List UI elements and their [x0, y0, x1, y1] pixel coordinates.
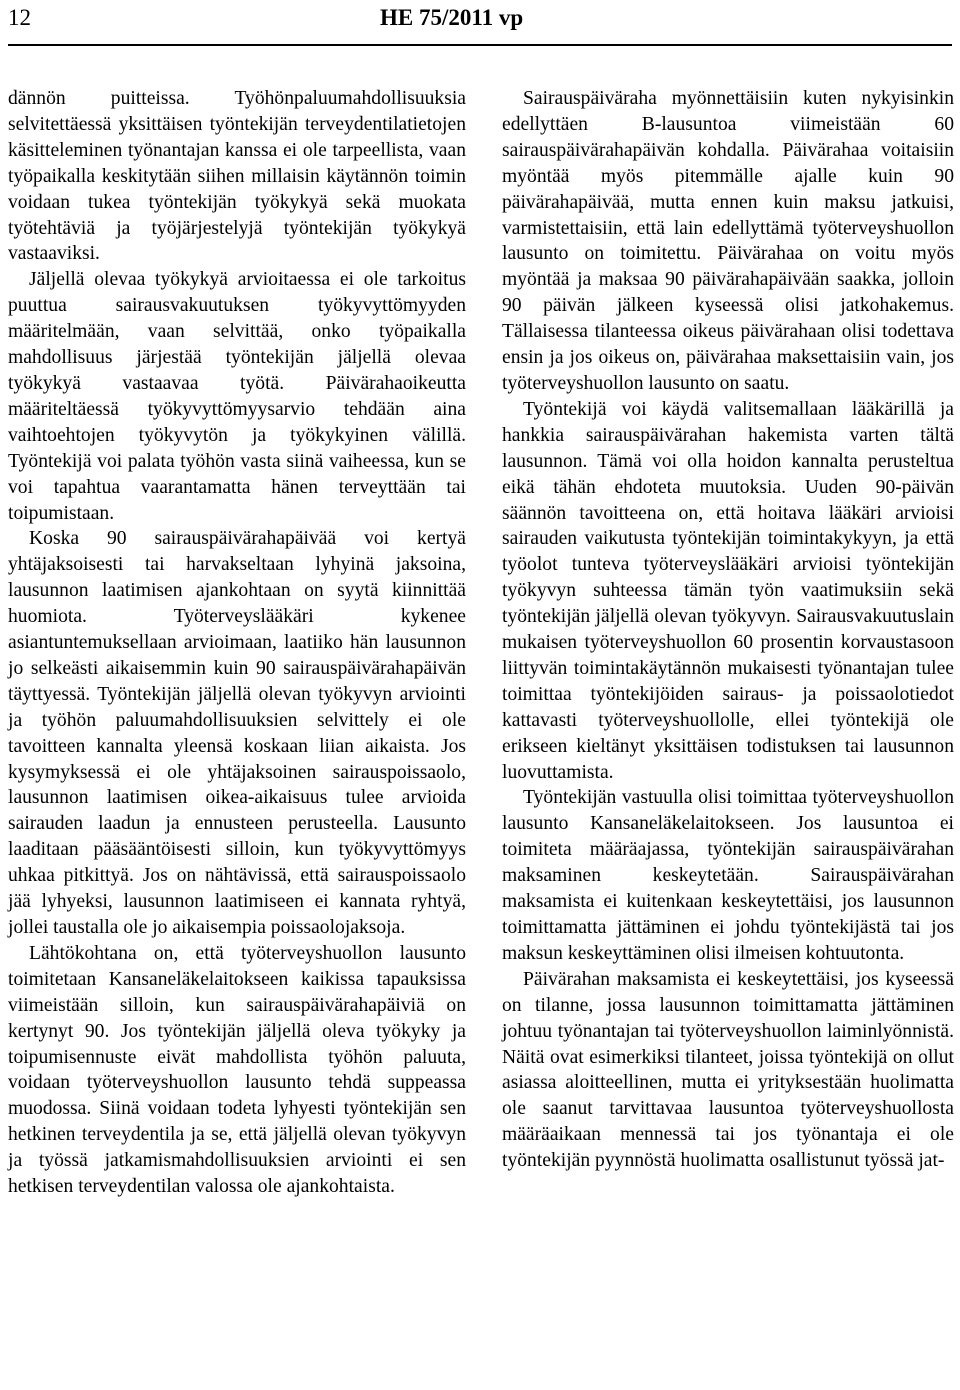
left-column — [8, 86, 466, 1200]
paragraph: dännön puitteissa. Työhönpaluumahdollisuuksia selvitettäessä yksittäisen työntekijän terveydentilatietojen käsitteleminen työnantajan kanssa ei ole tarpeellista, vaan työpaikalla keskitytään siihen millaisin käytännön toimin voidaan tukea työntekijän työkykyä sekä muokata työtehtäviä ja työjärjestelyjä työntekijän työkykyä vastaaviksi. — [8, 88, 466, 265]
paragraph: Jäljellä olevaa työkykyä arvioitaessa ei ole tarkoitus puuttua sairausvakuutuksen työkyvyttömyyden määritelmään, vaan selvittää, onko työpaikalla mahdollisuus järjestää työntekijän jäljellä olevaa työkykyä vastaavaa työtä. Päivärahaoikeutta määriteltäessä työkyvyttömyysarvio tehdään aina vaihtoehtojen työkyvytön ja työkykyinen välillä. Työntekijä voi palata työhön vasta siinä vaiheessa, kun se voi tapahtua vaarantamatta hänen terveyttään tai toipumistaan. — [8, 269, 466, 524]
paragraph: Työntekijä voi käydä valitsemallaan lääkärillä ja hankkia sairauspäivärahan hakemista varten tältä lausunnon. Tämä voi olla hoidon kannalta perusteltua eikä tähän ehdoteta muutoksia. Uuden 90-päivän säännön tavoitteena on, että hoitava lääkäri arvioisi sairauden vaikutusta työntekijän toimintakykyyn, ja että työolot tunteva työterveyslääkäri arvioisi työntekijän työkyvyn suhteessa tämän työn vaatimuksiin sekä työntekijän jäljellä olevan työkyvyn. Sairausvakuutuslain mukaisen työterveyshuollon 60 prosentin korvaustasoon liittyvän toimintakäytännön mukaisesti työnantajan tulee toimittaa työntekijöiden sairaus- ja poissaolotiedot kattavasti työterveyshuollolle, ellei työntekijä ole erikseen kieltänyt yksittäisen todistuksen tai lausunnon luovuttamista. — [502, 398, 954, 783]
header-rule — [8, 44, 952, 46]
paragraph: Lähtökohtana on, että työterveyshuollon lausunto toimitetaan Kansaneläkelaitokseen kaikissa tapauksissa viimeistään silloin, kun sairauspäivärahapäiviä on kertynyt 90. Jos työntekijän jäljellä oleva työkyky ja toipumisennuste eivät mahdollista työhön paluuta, voidaan työterveyshuollon lausunto tehdä suppeassa muodossa. Siinä voidaan todeta lyhyesti työntekijän sen hetkinen terveydentila ja se, että jäljellä olevan työkyvyn ja työssä jatkamismahdollisuuksien arviointi ei sen hetkisen terveydentilan valossa ole ajankohtaista. — [8, 942, 466, 1198]
page-number: 12 — [8, 5, 31, 30]
page-header — [0, 0, 960, 48]
right-column — [502, 86, 954, 1174]
paragraph: Koska 90 sairauspäivärahapäivää voi kertyä yhtäjaksoisesti tai harvakseltaan lyhyinä jaksoina, lausunnon laatimisen ajankohtaan on syytä kiinnittää huomiota. Työterveyslääkäri kykenee asiantuntemuksellaan arvioimaan, laatiiko hän lausunnon jo selkeästi aikaisemmin kuin 90 sairauspäivärahapäivän täyttyessä. Työntekijän jäljellä olevan työkyvyn arviointi ja työhön paluumahdollisuuksien selvittely ei ole tavoitteen kannalta yleensä koskaan liian aikaista. Jos kysymyksessä ei ole yhtäjaksoinen sairauspoissaolo, lausunnon laatimisen oikea-aikaisuus tulee arvioida sairauden laadun ja ennusteen perusteella. Lausunto laaditaan pääsääntöisesti silloin, kun työkyvyttömyys uhkaa pitkittyä. Jos on nähtävissä, että sairauspoissaolo jää lyhyeksi, lausunnon laatimiseen ei kannata ryhtyä, jollei taustalla ole jo aikaisempia poissaolojaksoja. — [8, 528, 466, 938]
paragraph: Päivärahan maksamista ei keskeytettäisi, jos kyseessä on tilanne, jossa lausunnon toimittamatta jättäminen johtuu työnantajan tai työterveyshuollon laiminlyönnistä. Näitä ovat esimerkiksi tilanteet, joissa työntekijä on ollut asiassa aloitteellinen, mutta ei yrityksestään huolimatta ole saanut tarvittavaa lausuntoa työterveyshuollosta määräaikaan mennessä tai jos työnantaja ei ole työntekijän pyynnöstä huolimatta osallistunut työssä jat- — [502, 968, 954, 1172]
document-id: HE 75/2011 vp — [380, 5, 524, 30]
paragraph: Työntekijän vastuulla olisi toimittaa työterveyshuollon lausunto Kansaneläkelaitokseen. Jos lausuntoa ei toimiteta määräajassa, työntekijän sairauspäivärahan maksaminen keskeytetään. Sairauspäivärahan maksamista ei kuitenkaan keskeytettäisi, jos lausunnon toimittamatta jättäminen ei johdu työntekijästä tai jos maksun keskeyttäminen olisi ilmeisen kohtuutonta. — [502, 787, 954, 964]
paragraph: Sairauspäiväraha myönnettäisiin kuten nykyisinkin edellyttäen B-lausuntoa viimeistään 60 sairauspäivärahapäivän kohdalla. Päivärahaa voitaisiin myöntää myös pitemmälle ajalle kuin 90 päivärahapäivää, mutta ennen kuin maksu jatkuisi, varmistettaisiin, että lain edellyttämä työterveyshuollon lausunto on toimitettu. Päivärahaa on voitu myös myöntää ja maksaa 90 päivärahapäivään saakka, jolloin 90 päivän jälkeen kyseessä olisi jatkohakemus. Tällaisessa tilanteessa oikeus päivärahaan olisi todettava ensin ja jos oikeus on, päivärahaa maksettaisiin vain, jos työterveyshuollon lausunto on saatu. — [502, 88, 954, 394]
